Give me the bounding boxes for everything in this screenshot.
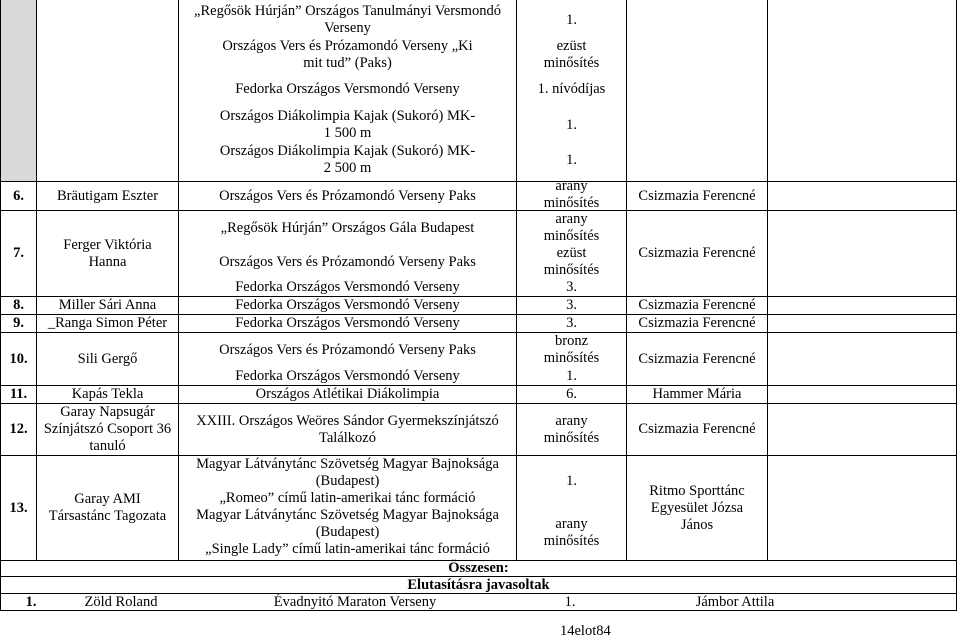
result-cell: 3.	[566, 297, 577, 313]
row-number: 7.	[13, 245, 24, 261]
teacher-cell: Csizmazia Ferencné	[638, 421, 756, 437]
row-number: 1.	[25, 593, 37, 610]
result-cell: ezüst minősítés	[543, 245, 600, 278]
row-number: 8.	[13, 297, 24, 313]
page-footer-code: 14elot84	[560, 623, 611, 639]
event-cell: Fedorka Országos Versmondó Verseny	[235, 279, 460, 295]
result-cell: arany minősítés	[543, 178, 600, 211]
event-cell: Országos Diákolimpia Kajak (Sukoró) MK-1 500 m	[219, 108, 476, 141]
student-name: Garay AMI Társastánc Tagozata	[48, 491, 167, 524]
result-cell: 1.	[566, 116, 577, 133]
event-cell: Fedorka Országos Versmondó Verseny	[235, 315, 460, 331]
event-cell: Magyar Látványtánc Szövetség Magyar Bajnoksága (Budapest)	[196, 507, 499, 540]
result-cell: arany minősítés	[543, 412, 600, 446]
student-name: Kapás Tekla	[71, 386, 144, 402]
event-cell: Fedorka Országos Versmondó Verseny	[235, 297, 460, 313]
teacher-cell: Csizmazia Ferencné	[638, 315, 756, 331]
teacher-cell: Csizmazia Ferencné	[638, 187, 756, 204]
event-cell: Országos Vers és Prózamondó Verseny „Ki mit tud” (Paks)	[222, 38, 473, 71]
event-cell: Fedorka Országos Versmondó Verseny	[235, 368, 460, 384]
student-name: Sili Gergő	[77, 350, 138, 367]
result-cell: arany minősítés	[543, 211, 600, 244]
teacher-cell: Ritmo Sporttánc Egyesület Józsa János	[649, 482, 745, 533]
row-number: 10.	[9, 350, 28, 367]
number-column-shade	[1, 0, 36, 181]
row-number: 9.	[13, 315, 24, 331]
table-border	[767, 0, 768, 560]
event-cell: Országos Vers és Prózamondó Verseny Paks	[219, 341, 476, 358]
event-cell: „Regősök Húrján” Országos Gála Budapest	[220, 219, 475, 236]
result-cell: 1.	[566, 151, 577, 168]
row-number: 13.	[9, 499, 28, 516]
result-cell: 1.	[564, 593, 576, 610]
teacher-cell: Jámbor Attila	[695, 593, 775, 610]
result-cell: 3.	[566, 279, 577, 295]
event-cell: Magyar Látványtánc Szövetség Magyar Bajnoksága (Budapest)	[196, 456, 499, 489]
event-cell: Országos Vers és Prózamondó Verseny Paks	[219, 187, 476, 204]
table-border	[956, 0, 957, 611]
result-cell: arany minősítés	[543, 515, 600, 549]
student-name: _Ranga Simon Péter	[47, 315, 168, 331]
teacher-cell: Csizmazia Ferencné	[638, 350, 756, 367]
student-name: Ferger Viktória Hanna	[63, 236, 152, 270]
row-number: 6.	[13, 187, 24, 204]
event-cell: Országos Diákolimpia Kajak (Sukoró) MK-2 500 m	[219, 143, 476, 176]
event-cell: „Regősök Húrján” Országos Tanulmányi Versmondó Verseny	[194, 3, 501, 36]
result-cell: 1.	[566, 368, 577, 384]
student-name: Garay Napsugár Színjátszó Csoport 36 tanuló	[43, 404, 172, 454]
event-cell: Fedorka Országos Versmondó Verseny	[235, 80, 460, 97]
rejected-heading: Elutasításra javasoltak	[407, 576, 550, 593]
total-label: Összesen:	[448, 560, 509, 576]
event-cell: „Single Lady” című latin-amerikai tánc formáció	[205, 541, 490, 557]
result-cell: 6.	[566, 386, 577, 402]
teacher-cell: Csizmazia Ferencné	[638, 245, 756, 261]
student-name: Miller Sári Anna	[58, 297, 157, 313]
row-number: 12.	[9, 421, 28, 437]
event-cell: XXIII. Országos Weöres Sándor Gyermekszínjátszó Találkozó	[196, 412, 499, 446]
result-cell: bronz minősítés	[543, 333, 600, 366]
teacher-cell: Csizmazia Ferencné	[638, 297, 756, 313]
result-cell: 3.	[566, 315, 577, 331]
result-cell: 1.	[566, 473, 577, 489]
event-cell: Országos Vers és Prózamondó Verseny Paks	[219, 253, 476, 270]
result-cell: ezüst minősítés	[543, 38, 600, 71]
result-cell: 1. nívódíjas	[537, 80, 606, 97]
event-cell: Évadnyitó Maraton Verseny	[273, 593, 437, 610]
event-cell: „Romeo” című latin-amerikai tánc formáció	[219, 490, 476, 506]
student-name: Zöld Roland	[84, 593, 158, 610]
result-cell: 1.	[566, 11, 577, 28]
row-number: 11.	[9, 386, 28, 402]
teacher-cell: Hammer Mária	[652, 386, 742, 402]
student-name: Bräutigam Eszter	[56, 187, 159, 204]
event-cell: Országos Atlétikai Diákolimpia	[255, 386, 440, 402]
